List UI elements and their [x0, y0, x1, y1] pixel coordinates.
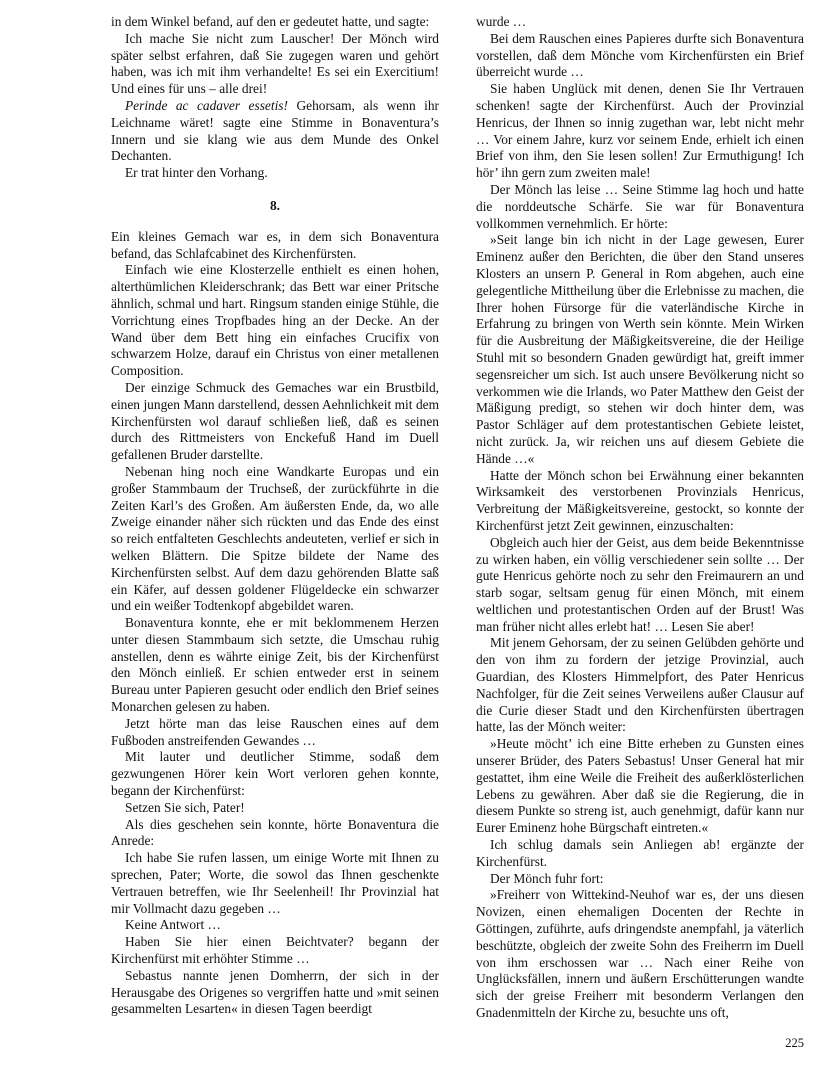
paragraph: Der einzige Schmuck des Gemaches war ein Brustbild, einen jungen Mann darstellend, dessen Aehnlichkeit mit dem Kirchenfürsten wol darauf schließen ließ, daß es seinen durch des Rittmeisters von Enckefuß Hand im Duell gefallenen Bruder darstellte. [111, 379, 439, 463]
paragraph: Der Mönch fuhr fort: [490, 870, 604, 886]
left-text-column [111, 14, 439, 1018]
paragraph: Sie haben Unglück mit denen, denen Sie Ihr Vertrauen schenken! sagte der Kirchenfürst. Auch der Provinzial Henricus, der Ihnen so innig zugethan war, lebt nicht mehr … Vor einem Jahre, kurz vor seinem Ende, erhielt ich einen Brief von ihm, den Sie lesen sollen! Zur Ermuthigung! Ich hör’ ihn gern zum zweiten male! [476, 81, 804, 181]
paragraph: Nebenan hing noch eine Wandkarte Europas und ein großer Stammbaum der Truchseß, der zurückführte in die Zeiten Karl’s des Großen. Am äußersten Ende, da, wo alle Zweige einander näher sich rückten und das Ende des einst so reich entfalteten Geschlechts andeuteten, verlief er sich in welken Blättern. Die Spitze bildete der Name des Kirchenfürsten selbst. Auf dem dazu gehörenden Blatte saß ein Käfer, auf dessen goldener Flügeldecke ein schwarzer und ein weißer Todtenkopf abgebildet waren. [111, 463, 439, 614]
paragraph: Ich mache Sie nicht zum Lauscher! Der Mönch wird später selbst erfahren, daß Sie zugegen waren und gehört haben, was ich mit ihm verhandelte! Es sei ein Exercitium! Und eines für uns – alle drei! [111, 30, 439, 97]
paragraph: »Freiherr von Wittekind-Neuhof war es, der uns diesen Novizen, einen ehemaligen Docenten der Rechte in Göttingen, zuführte, aufs dringendste anempfahl, ja väterlich beschützte, obgleich der zweite Sohn des Freiherrn im Duell von ihm erschossen war … Nach einer Reihe von Unglücksfällen, innern und äußern Erschütterungen wandte sich der greise Freiherr mit besonderm Verlangen den Gnadenmitteln der Kirche zu, besuchte uns oft, [476, 887, 804, 1021]
paragraph: Bonaventura konnte, ehe er mit beklommenem Herzen unter diesen Stammbaum sich setzte, die Umschau ruhig anstellen, denn es währte einige Zeit, bis der Kirchenfürst den Mönch einließ. Er schien entweder erst in seinem Bureau unter Papieren gesucht oder endlich den Brief seines Monarchen gelesen zu haben. [111, 615, 439, 715]
paragraph: Haben Sie hier einen Beichtvater? begann der Kirchenfürst mit erhöhter Stimme … [111, 934, 439, 967]
paragraph: Einfach wie eine Klosterzelle enthielt es einen hohen, alterthümlichen Kleiderschrank; das Bett war einer Pritsche ähnlich, schmal und hart. Ringsum standen einige Stühle, die Vorrichtung eines Tropfbades hing an der Decke. An der Wand über dem Bett hing ein einfaches Crucifix von schwarzem Holze, darauf ein Christus von einer metallenen Composition. [111, 262, 439, 379]
paragraph [111, 98, 439, 165]
paragraph: Er trat hinter den Vorhang. [125, 165, 268, 181]
section-heading: 8. [269, 197, 281, 213]
paragraph: »Seit lange bin ich nicht in der Lage gewesen, Eurer Eminenz außer den Berichten, die über den Stand unseres Klosters an unsern P. General in Rom abgehen, auch eine gelegentliche Mittheilung über die Erlebnisse zu machen, die Ihrer hohen Fürsorge für die vaterländische Kirche in Erfahrung zu bringen von Werth sein könnte. Mein Wirken für die Ausbreitung der Mäßigkeitsvereine, die der Heilige Stuhl mit so besondern Gnaden gewürdigt hat, greift immer segensreicher um sich. Ist auch unsere Bevölkerung nicht so verkommen wie die Irlands, wo Pater Matthew den Geist der Mäßigung predigt, so stehen wir doch hinter dem, was Pastor Schläger auf dem protestantischen Gebiete leistet, nicht zurück. Ja, wir reichen uns auf diesem Gebiete die Hände …« [476, 232, 804, 466]
paragraph: Keine Antwort … [125, 917, 221, 933]
paragraph: Ich habe Sie rufen lassen, um einige Worte mit Ihnen zu sprechen, Pater; Worte, die sowol das Ihnen geschenkte Vertrauen betreffen, wie Ihr Seelenheil! Ihr Provinzial hat mir Vollmacht dazu gegeben … [111, 850, 439, 916]
paragraph: Mit jenem Gehorsam, der zu seinen Gelübden gehörte und den von ihm zu fordern der jetzige Provinzial, auch Guardian, des Klosters Himmelpfort, des Pater Henricus Nachfolger, für die Zeit seines Verweilens außer Clausur auf die Curie dieser Stadt und den Kirchenfürsten übertragen hatte, las der Mönch weiter: [476, 635, 804, 735]
paragraph: »Heute möcht’ ich eine Bitte erheben zu Gunsten eines unserer Brüder, des Paters Sebastus! Unser General hat mir gestattet, ihm eine Weile die Freiheit des außerklösterlichen Lebens zu gewähren. Aber daß sie die Regierung, die in diesem Punkte so streng ist, auch genehmigt, dafür kann nur Eurer Eminenz hohe Bürgschaft eintreten.« [476, 736, 804, 836]
paragraph: Bei dem Rauschen eines Papieres durfte sich Bonaventura vorstellen, daß dem Mönche vom Kirchenfürsten ein Brief überreicht wurde … [476, 30, 804, 80]
paragraph: Setzen Sie sich, Pater! [125, 799, 245, 815]
page-number: 225 [785, 1036, 804, 1050]
paragraph: Hatte der Mönch schon bei Erwähnung einer bekannten Wirksamkeit des verstorbenen Provinzials Henricus, Verbreitung der Mäßigkeitsvereine, gestockt, so konnte der Kirchenfürst jetzt Zeit gewinnen, einzuschalten: [476, 467, 804, 533]
paragraph: Sebastus nannte jenen Domherrn, der sich in der Herausgabe des Origenes so vergriffen hatte und »mit seinen gesammelten Lesarten« in diesen Tagen beerdigt [111, 967, 439, 1017]
paragraph-continuation: Ein kleines Gemach war es, in dem sich Bonaventura befand, das Schlafcabinet des Kirchenfürsten. [111, 228, 439, 261]
latin-quote: Perinde ac cadaver essetis! [125, 97, 288, 113]
paragraph: Mit lauter und deutlicher Stimme, sodaß dem gezwungenen Hörer kein Wort verloren gehen konnte, begann der Kirchenfürst: [111, 749, 439, 799]
paragraph-continuation: in dem Winkel befand, auf den er gedeutet hatte, und sagte: [111, 14, 430, 29]
paragraph: Obgleich auch hier der Geist, aus dem beide Bekenntnisse zu wirken haben, ein völlig verschiedener sein sollte … Der gute Henricus gehörte noch zu sehr den Freimaurern an und starb sogar, seltsam genug für einen Mönch, mit einem weltlichen und protestantischen Orden auf der Brust! Was man früher nicht alles erlebt hat! … Lesen Sie aber! [476, 534, 804, 634]
paragraph-continuation: wurde … [476, 14, 527, 29]
paragraph: Der Mönch las leise … Seine Stimme lag hoch und hatte die norddeutsche Schärfe. Sie war für Bonaventura vollkommen vernehmlich. Er hörte: [476, 181, 804, 231]
paragraph: Als dies geschehen sein konnte, hörte Bonaventura die Anrede: [111, 816, 439, 849]
right-text-column [476, 14, 804, 1022]
paragraph: Jetzt hörte man das leise Rauschen eines auf dem Fußboden anstreifenden Gewandes … [111, 715, 439, 748]
paragraph: Ich schlug damals sein Anliegen ab! ergänzte der Kirchenfürst. [476, 837, 804, 869]
paragraph-text: Gehorsam, als wenn ihr Leichname wäret! sagte eine Stimme in Bonaventura’s Innern und sie klang wie aus dem Munde des Onkel Dechanten. [111, 97, 439, 164]
